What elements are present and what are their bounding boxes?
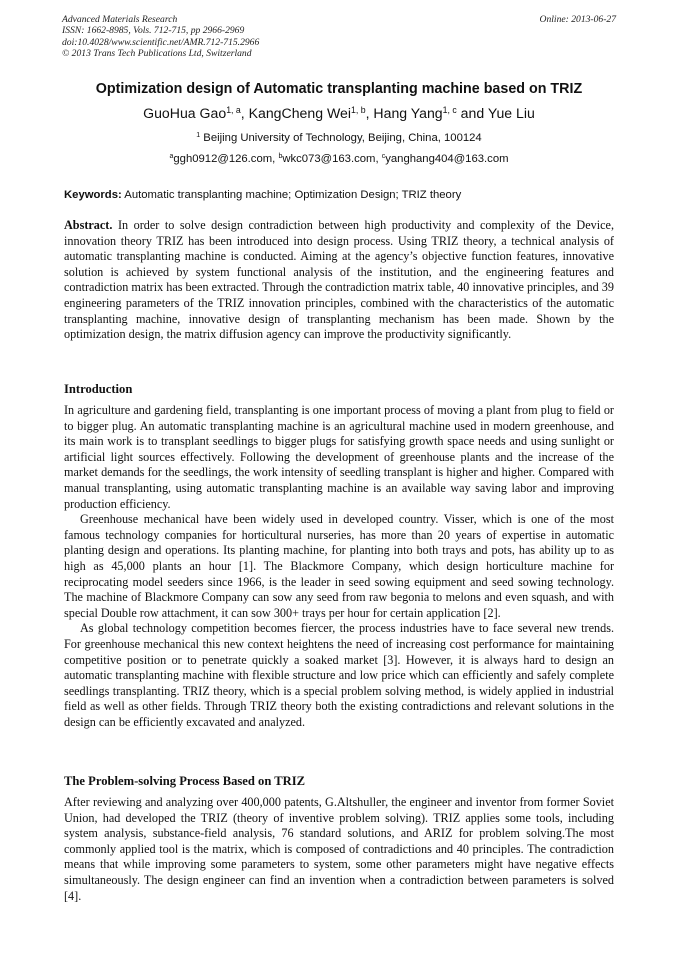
keywords [64,188,616,202]
author-affil-mark: 1, a [226,105,241,116]
abstract [64,218,614,343]
author-name: GuoHua Gao [143,105,227,121]
email-mark: c [381,153,386,161]
keywords-text: Automatic transplanting machine; Optimization Design; TRIZ theory [121,189,462,201]
email-mark: a [169,153,174,161]
abstract-label: Abstract. [64,218,113,232]
paragraph: As global technology competition becomes fiercer, the process industries have to face several new trends. For greenhouse mechanical this new context heightens the need of increasing cost performance for maintaining competitive position or to penetrate quickly a soaked market [3]. However, it is always hard to design an automatic transplanting machine with flexible structure and low price which can efficiently and safely complete seedlings transplanting. TRIZ theory, which is a special problem solving method, is widely applied in industrial field as well as other fields. Through TRIZ theory both the existing contradictions and relevant solutions in the design can be efficiently excavated and analyzed. [64,621,614,729]
author-separator: and [456,105,488,121]
journal-name: Advanced Materials Research [62,14,178,25]
problem-solving-heading: The Problem-solving Process Based on TRIZ [64,774,306,788]
paragraph: Greenhouse mechanical have been widely used in developed country. Visser, which is one of the most famous technology companies for horticultural nurseries, has more than 20 years of expertise in automatic planting design and operations. Its planting machine, for planting into both trays and pots, has ability up to as high as 45,000 plants an hour [1]. The Blackmore Company, which design horticulture machine for reciprocating model seeders since 1966, is the leader in seed sowing equipment and seed sowing technology. The machine of Blackmore Company can sow any seed from raw begonia to melons and even squash, and with special Double row attachment, it can sow 300+ trays per hour for certain application [2]. [64,512,614,620]
email-address: ggh0912@126.com, [173,153,279,165]
author-affil-mark: 1, b [351,105,366,116]
affiliation-mark: 1 [196,132,201,140]
author-name: Yue Liu [487,105,535,121]
issn-line: ISSN: 1662-8985, Vols. 712-715, pp 2966-2969 [62,25,245,37]
introduction-heading: Introduction [64,382,133,396]
journal-header [62,14,616,60]
doi-line: doi:10.4028/www.scientific.net/AMR.712-715.2966 [62,36,260,48]
email-list [40,152,638,166]
paragraph: After reviewing and analyzing over 400,000 patents, G.Altshuller, the engineer and inventor from former Soviet Union, had developed the TRIZ (theory of inventive problem solving). TRIZ applies some tools, including system analysis, substance-field analysis, 76 standard solutions, and ARIZ for problem solving.The most commonly applied tool is the matrix, which is composed of contradictions and 40 principles. The contradiction means that while improving some parameters to system, some other parameters might have negative effects simultaneously. The design engineer can find an invention when a contradiction between parameters is solved [4]. [64,795,614,903]
email-mark: b [278,153,283,161]
author-name: KangCheng Wei [248,105,351,121]
author-separator: , [365,105,374,121]
affiliation-text: Beijing University of Technology, Beijing, China, 100124 [200,132,482,144]
introduction-body [64,403,614,730]
online-date: Online: 2013-06-27 [539,14,616,25]
author-separator: , [240,105,249,121]
author-name: Hang Yang [373,105,443,121]
author-affil-mark: 1, c [442,105,457,116]
paper-title: Optimization design of Automatic transplanting machine based on TRIZ [95,81,583,97]
abstract-text: In order to solve design contradiction between high productivity and complexity of the Device, innovation theory TRIZ has been introduced into design process. Using TRIZ theory, a technical analysis of automatic transplanting machine is conducted. Aiming at the agency’s objective function features, innovative solution is achieved by system functional analysis of the institution, and the engineering features and contradiction matrix has been extracted. Through the contradiction matrix table, 40 innovative principles, and 39 engineering parameters of the TRIZ innovation principles, combined with the characteristics of the automatic transplanting machine, innovative design of transplanting mechanism has been made. Shown by the optimization design, the matrix diffusion agency can improve the productivity significantly. [64,218,614,342]
copyright-line: © 2013 Trans Tech Publications Ltd, Switzerland [62,48,252,60]
keywords-label: Keywords: [64,189,122,201]
email-address: yanghang404@163.com [385,153,509,165]
paragraph: In agriculture and gardening field, transplanting is one important process of moving a plant from plug to field or to bigger plug. An automatic transplanting machine is an agricultural machine used in modern greenhouse, and its main work is to transplant seedlings to bigger plugs for satisfying growth space needs and using sunlight or artificial light sources effectively. Following the development of greenhouse plants and the increase of the market demands for the seedlings, the work intensity of seedling transplant is higher and higher. Compared with manual transplanting, using automatic transplanting machine is an available way saving labor and improving production efficiency. [64,403,614,511]
author-list [40,104,638,122]
affiliation [40,131,638,145]
email-address: wkc073@163.com, [282,153,382,165]
problem-solving-body [64,795,614,904]
